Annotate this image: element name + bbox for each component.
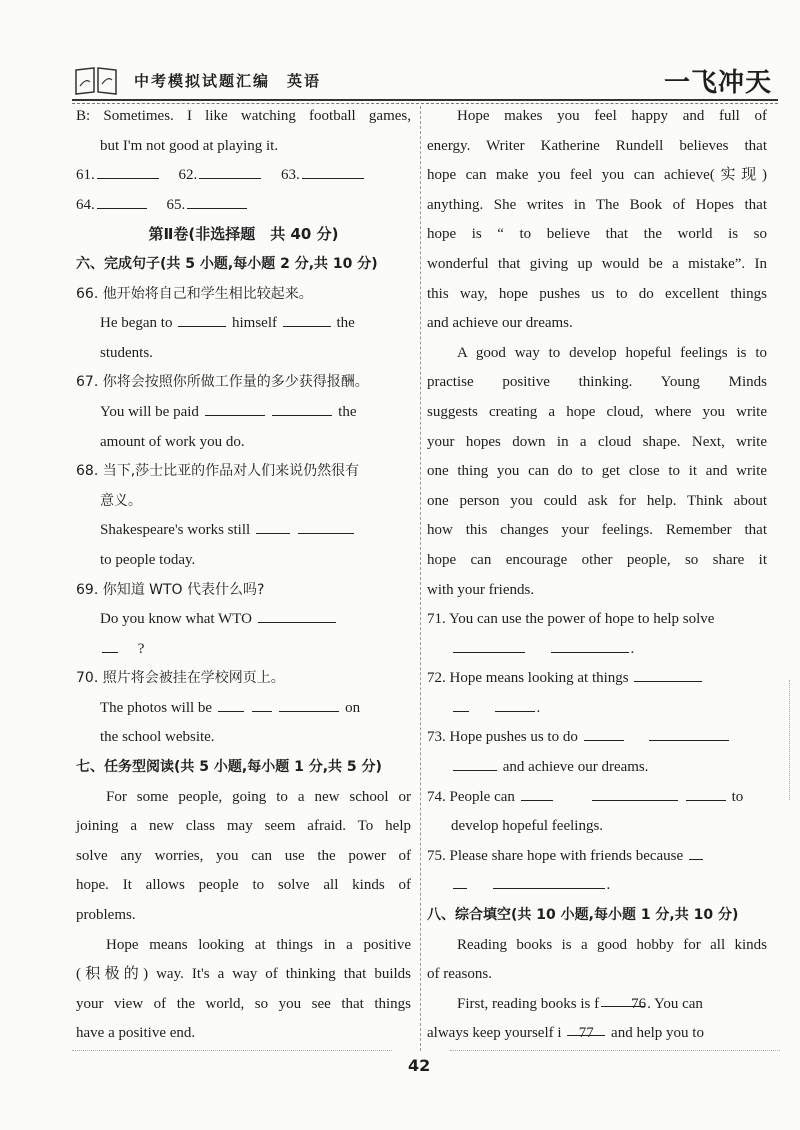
answer-blank[interactable] <box>634 665 702 682</box>
paragraph-line: hope can encourage other people, so share it <box>427 551 767 568</box>
paragraph-line: this way, hope pushes us to do excellent things <box>427 285 767 302</box>
question-69-english <box>76 605 411 635</box>
paragraph-line: Hope makes you feel happy and full of <box>457 108 767 124</box>
paragraph-line: A good way to develop hopeful feelings is to <box>457 344 767 361</box>
question-text: Shakespeare's works still <box>100 522 251 539</box>
header-title: 中考模拟试题汇编 英语 <box>134 72 322 90</box>
paragraph-line: of reasons. <box>427 966 492 983</box>
reading-paragraph-3 <box>427 102 767 339</box>
answer-number: 64. <box>76 196 95 213</box>
paragraph-line: joining a new class may seem afraid. To help <box>76 818 411 835</box>
page-number: 42 <box>408 1056 431 1075</box>
answer-blank[interactable] <box>302 162 364 179</box>
question-73-cont <box>427 753 767 783</box>
answer-blank[interactable] <box>256 517 290 534</box>
answer-blank[interactable] <box>199 162 261 179</box>
part-title: 第Ⅱ卷(非选择题 共 40 分) <box>148 225 339 244</box>
question-text: himself <box>231 315 277 332</box>
question-text: 72. Hope means looking at things <box>427 670 629 687</box>
answer-line-64-65 <box>76 191 411 221</box>
paragraph-line: your view of the world, so you see that things <box>76 995 411 1012</box>
question-text: develop hopeful feelings. <box>451 818 604 835</box>
answer-blank[interactable] <box>551 636 629 653</box>
question-74 <box>427 783 767 813</box>
question-text: First, reading books is f <box>457 995 600 1012</box>
paragraph-line: anything. She writes in The Book of Hopes that <box>427 196 767 213</box>
answer-number: 63. <box>281 167 300 184</box>
paragraph-line: one thing you can do to get close to it and write <box>427 463 767 480</box>
answer-blank[interactable] <box>187 192 247 209</box>
question-text: He began to <box>100 315 173 332</box>
question-text: 74. People can <box>427 788 515 805</box>
reading-paragraph-4 <box>427 339 767 605</box>
answer-number: 62. <box>178 167 198 184</box>
question-text: and help you to <box>611 1025 704 1042</box>
question-72-blanks: . <box>427 694 767 724</box>
paragraph-line: hope. It allows people to solve all kinds of <box>76 877 411 894</box>
question-66-english <box>76 309 411 339</box>
answer-blank[interactable] <box>252 695 272 712</box>
cloze-line-77 <box>427 1019 767 1049</box>
question-text: to <box>731 788 744 805</box>
answer-blank[interactable] <box>453 695 469 712</box>
answer-blank[interactable] <box>689 843 703 860</box>
question-mark: ? <box>137 640 145 657</box>
answer-blank[interactable] <box>218 695 244 712</box>
answer-blank[interactable] <box>453 636 525 653</box>
question-70-english <box>76 694 411 724</box>
answer-blank[interactable] <box>686 784 726 801</box>
book-icon <box>72 64 120 96</box>
cloze-line-76 <box>427 990 767 1020</box>
question-67-english <box>76 398 411 428</box>
question-text: always keep yourself i <box>427 1025 562 1042</box>
reading-paragraph-1 <box>76 783 411 931</box>
footer-rule-left <box>72 1050 392 1051</box>
answer-blank[interactable] <box>283 310 331 327</box>
margin-dots <box>789 680 790 800</box>
question-text: the <box>338 403 357 420</box>
question-69-english-cont <box>76 635 411 665</box>
paragraph-line: Reading books is a good hobby for all kinds <box>457 936 767 953</box>
question-75 <box>427 842 767 872</box>
paragraph-line: Hope means looking at things in a positive <box>106 936 411 953</box>
answer-blank[interactable] <box>102 636 118 653</box>
page-header <box>72 62 778 100</box>
section-title: 六、完成句子(共 5 小题,每小题 2 分,共 10 分) <box>76 255 378 272</box>
answer-blank[interactable] <box>205 399 265 416</box>
question-67-chinese: 67. 你将会按照你所做工作量的多少获得报酬。 <box>76 374 369 391</box>
question-72 <box>427 664 767 694</box>
paragraph-line: hope is “ to believe that the world is so <box>427 226 767 243</box>
paragraph-line: with your friends. <box>427 581 535 598</box>
question-68-chinese: 68. 当下,莎士比亚的作品对人们来说仍然很有 <box>76 463 360 480</box>
answer-blank[interactable] <box>97 192 147 209</box>
cloze-blank-76[interactable]: 76 <box>601 990 645 1007</box>
right-column <box>427 102 767 1049</box>
paragraph-line: have a positive end. <box>76 1025 196 1042</box>
answer-blank[interactable] <box>649 724 729 741</box>
answer-blank[interactable] <box>258 606 336 623</box>
question-71-blanks: . <box>427 635 767 665</box>
paragraph-line: how this changes your feelings. Remember that <box>427 522 767 539</box>
question-text: amount of work you do. <box>100 433 245 450</box>
section-title: 八、综合填空(共 10 小题,每小题 1 分,共 10 分) <box>427 907 739 924</box>
question-text: The photos will be <box>100 699 213 716</box>
paragraph-line: and achieve our dreams. <box>427 315 573 332</box>
answer-blank[interactable] <box>272 399 332 416</box>
question-text: students. <box>100 344 153 361</box>
paragraph-line: hope can make you feel you can achieve(实现) <box>427 167 767 184</box>
section-title: 七、任务型阅读(共 5 小题,每小题 1 分,共 5 分) <box>76 759 382 776</box>
answer-blank[interactable] <box>97 162 159 179</box>
answer-blank[interactable] <box>592 784 678 801</box>
footer-rule-right <box>450 1050 780 1051</box>
answer-blank[interactable] <box>521 784 553 801</box>
brand-logo: 一飞冲天 <box>663 68 772 98</box>
paragraph-line: problems. <box>76 907 136 924</box>
answer-blank[interactable] <box>453 872 467 889</box>
paragraph-line: energy. Writer Katherine Rundell believes that <box>427 137 767 154</box>
answer-blank[interactable] <box>453 754 497 771</box>
question-75-blanks: . <box>427 871 767 901</box>
column-divider <box>420 106 421 1051</box>
question-text: You will be paid <box>100 403 199 420</box>
question-text: on <box>345 699 361 716</box>
answer-blank[interactable] <box>495 695 535 712</box>
question-66-chinese: 66. 他开始将自己和学生相比较起来。 <box>76 285 313 302</box>
cloze-blank-77[interactable]: 77 <box>567 1019 605 1036</box>
paragraph-line: solve any worries, you can use the power of <box>76 847 411 864</box>
answer-blank[interactable] <box>493 872 605 889</box>
paragraph-line: suggests creating a hope cloud, where you write <box>427 403 767 420</box>
question-text: 75. Please share hope with friends because <box>427 847 684 864</box>
answer-blank[interactable] <box>298 517 354 534</box>
question-text: the <box>336 315 355 332</box>
question-text: 73. Hope pushes us to do <box>427 729 578 746</box>
question-69-chinese: 69. 你知道 WTO 代表什么吗? <box>76 581 265 598</box>
question-text: to people today. <box>100 551 196 568</box>
answer-number: 65. <box>166 196 186 213</box>
question-73 <box>427 723 767 753</box>
question-text: . You can <box>647 995 703 1012</box>
question-text: and achieve our dreams. <box>502 759 649 776</box>
answer-number: 61. <box>76 167 95 184</box>
paragraph-line: your hopes down in a cloud shape. Next, write <box>427 433 767 450</box>
reading-paragraph-2 <box>76 931 411 1049</box>
dialogue-line: but I'm not good at playing it. <box>100 137 279 154</box>
answer-blank[interactable] <box>178 310 226 327</box>
paragraph-line: For some people, going to a new school or <box>106 788 411 805</box>
paragraph-line: one person you could ask for help. Think about <box>427 492 767 509</box>
question-68-english <box>76 516 411 546</box>
question-text: Do you know what WTO <box>100 611 252 628</box>
paragraph-line: (积极的) way. It's a way of thinking that builds <box>76 966 411 983</box>
header-rule <box>72 99 778 101</box>
paragraph-line: wonderful that giving up would be a mistake”. In <box>427 255 767 272</box>
question-70-chinese: 70. 照片将会被挂在学校网页上。 <box>76 670 285 687</box>
answer-line-61-63 <box>76 161 411 191</box>
left-column <box>76 102 411 1049</box>
dialogue-line: B: Sometimes. I like watching football games, <box>76 108 411 124</box>
question-71: 71. You can use the power of hope to help solve <box>427 611 715 628</box>
question-text: the school website. <box>100 729 215 746</box>
answer-blank[interactable] <box>584 724 624 741</box>
paragraph-line: practise positive thinking. Young Minds <box>427 374 767 391</box>
question-68-chinese-cont: 意义。 <box>100 492 142 509</box>
answer-blank[interactable] <box>279 695 339 712</box>
